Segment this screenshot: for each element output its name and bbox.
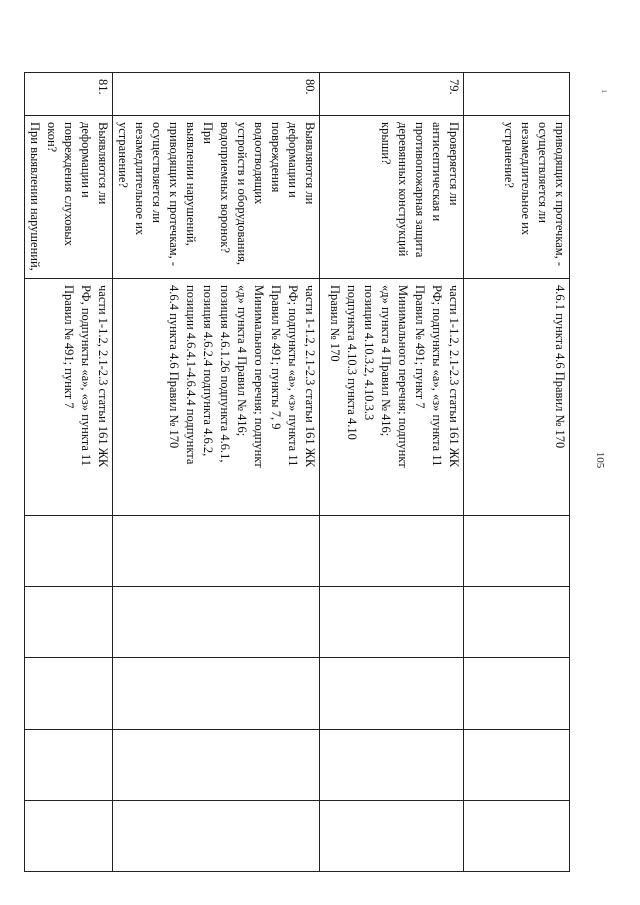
row-number-cell <box>113 73 320 116</box>
row-number: 80. <box>303 79 317 95</box>
reference-cell <box>320 279 464 516</box>
empty-cell <box>25 729 113 800</box>
empty-cell <box>320 587 464 658</box>
table-row <box>25 73 113 872</box>
empty-cell <box>113 729 320 800</box>
reference-cell <box>464 279 570 516</box>
page-number: 105 <box>594 451 606 469</box>
empty-cell <box>25 516 113 587</box>
empty-cell <box>113 800 320 871</box>
empty-cell <box>464 800 570 871</box>
reference-text: части 1-1.2, 2.1-2.3 статьи 161 ЖК РФ, подпункты «а», «з» пункта 11 Правил № 491; пункт 7 <box>62 285 110 468</box>
empty-cell <box>25 587 113 658</box>
reference-cell <box>113 279 320 516</box>
empty-cell <box>113 658 320 729</box>
reference-text: части 1-1.2, 2.1-2.3 статьи 161 ЖК РФ; подпункты «а», «з» пункта 11 Правил № 491; пункт 7 Минимального перечня; подпункт «д» пункта 4 Правил № 416; позиции 4.10.3.2, 4.10.3.3 подпункта 4.10.3 пункта 4.10 Правил № 170 <box>328 285 461 468</box>
empty-cell <box>25 658 113 729</box>
scan-mark: ı <box>600 90 610 93</box>
empty-cell <box>320 729 464 800</box>
empty-cell <box>320 800 464 871</box>
question-cell <box>464 116 570 279</box>
question-text: Выявляются ли деформации и повреждения водоотводящих устройств и оборудования, водоприемных воронок? При выявлении нарушений, приводящих к протечкам, - осуществляется ли незамедлительное их устранение? <box>116 122 317 267</box>
empty-cell <box>464 516 570 587</box>
table-row <box>464 73 570 872</box>
question-text: Проверяется ли антисептическая и противопожарная защита деревянных конструкций крыши? <box>379 122 461 258</box>
reference-text: 4.6.1 пункта 4.6 Правил № 170 <box>553 285 567 449</box>
question-cell <box>320 116 464 279</box>
empty-cell <box>464 587 570 658</box>
empty-cell <box>320 658 464 729</box>
question-text: Выявляются ли деформации и повреждения слуховых окон? При выявлении нарушений, <box>28 122 110 271</box>
empty-cell <box>464 729 570 800</box>
row-number: 79. <box>447 79 461 95</box>
reference-text: части 1-1.2, 2.1-2.3 статьи 161 ЖК РФ; подпункты «а», «з» пункта 11 Правил № 491; пункты 7, 9 Минимального перечня; подпункт «д» пункта 4 Правил № 416; позиция 4.6.1.26 подпункта 4.6.1, позиция 4.6.2.4 подпункта 4.6.2, позиции 4.6.4.1-4.6.4.4 подпункта 4.6.4 пункта 4.6 Правил № 170 <box>167 285 317 468</box>
table-row <box>113 73 320 872</box>
row-number: 81. <box>96 79 110 95</box>
question-cell <box>25 116 113 279</box>
empty-cell <box>320 516 464 587</box>
checklist-table <box>24 72 570 872</box>
empty-cell <box>25 800 113 871</box>
question-cell <box>113 116 320 279</box>
row-number-cell <box>464 73 570 116</box>
empty-cell <box>464 658 570 729</box>
empty-cell <box>113 516 320 587</box>
table-row <box>320 73 464 872</box>
question-text: приводящих к протечкам, - осуществляется ли незамедлительное их устранение? <box>502 122 567 267</box>
row-number-cell <box>320 73 464 116</box>
empty-cell <box>113 587 320 658</box>
reference-cell <box>25 279 113 516</box>
row-number-cell <box>25 73 113 116</box>
